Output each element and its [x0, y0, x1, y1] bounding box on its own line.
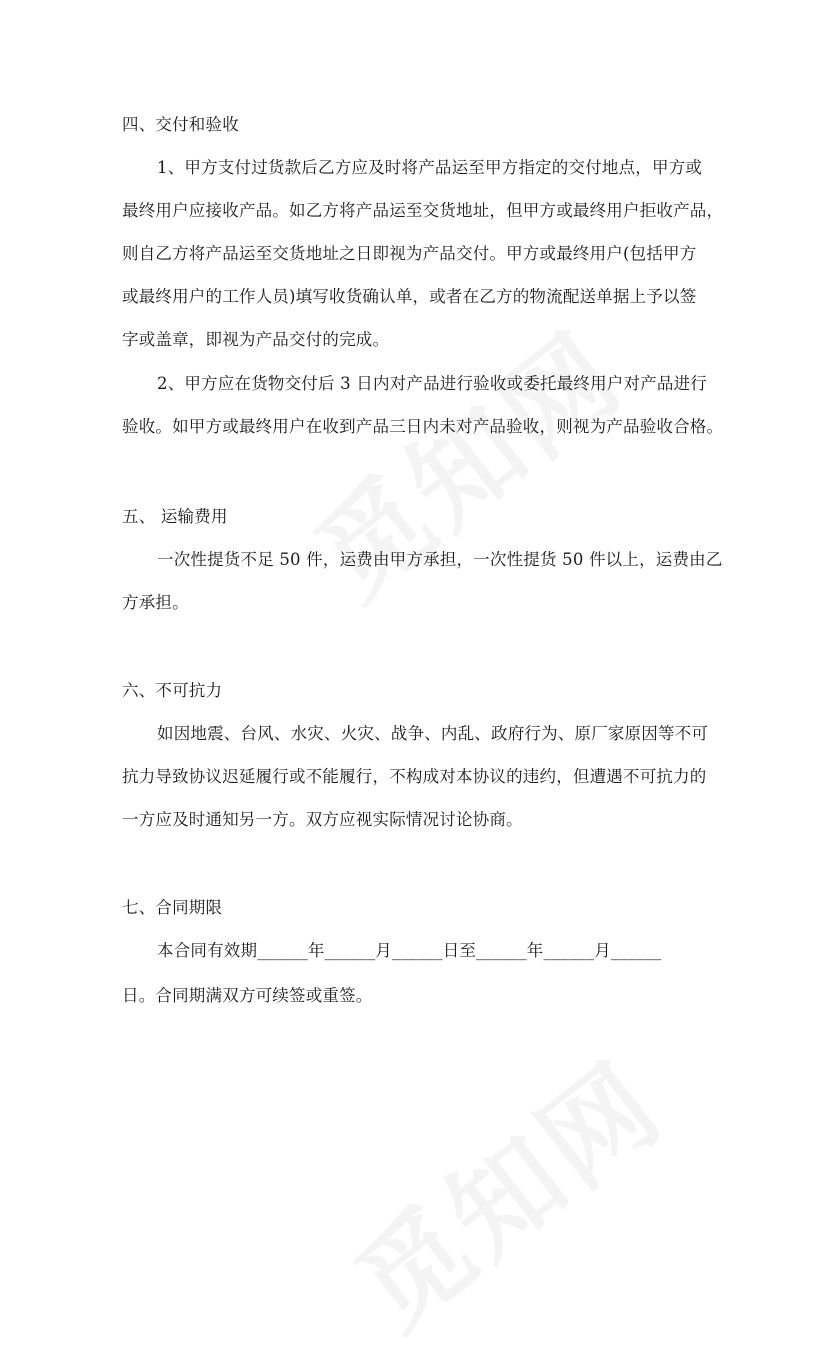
paragraph-line: 方承担。 [122, 593, 189, 612]
section-heading-delivery: 四、交付和验收 [122, 115, 239, 134]
watermark [318, 1020, 690, 1358]
paragraph-line: 一次性提货不足 50 件，运费由甲方承担，一次性提货 50 件以上，运费由乙 [157, 550, 723, 569]
paragraph-line: 本合同有效期______年______月______日至______年______月______ [157, 941, 662, 960]
section-heading-force-majeure: 六、不可抗力 [122, 681, 223, 700]
paragraph-line: 2、甲方应在货物交付后 3 日内对产品进行验收或委托最终用户对产品进行 [157, 374, 707, 393]
paragraph-line: 1、甲方支付过货款后乙方应及时将产品运至甲方指定的交付地点，甲方或 [157, 158, 703, 177]
section-heading-term: 七、合同期限 [122, 898, 223, 917]
paragraph-line: 验收。如甲方或最终用户在收到产品三日内未对产品验收，则视为产品验收合格。 [122, 417, 724, 436]
paragraph-line: 则自乙方将产品运至交货地址之日即视为产品交付。甲方或最终用户(包括甲方 [122, 244, 697, 263]
paragraph-line: 日。合同期满双方可续签或重签。 [122, 986, 373, 1005]
paragraph-line: 抗力导致协议迟延履行或不能履行，不构成对本协议的违约，但遭遇不可抗力的 [122, 767, 707, 786]
section-heading-shipping: 五、 运输费用 [122, 507, 228, 526]
paragraph-line: 最终用户应接收产品。如乙方将产品运至交货地址，但甲方或最终用户拒收产品， [122, 201, 724, 220]
paragraph-line: 如因地震、台风、水灾、火灾、战争、内乱、政府行为、原厂家原因等不可 [157, 724, 709, 743]
paragraph-line: 或最终用户的工作人员)填写收货确认单，或者在乙方的物流配送单据上予以签 [122, 287, 697, 306]
paragraph-line: 字或盖章，即视为产品交付的完成。 [122, 330, 390, 349]
paragraph-line: 一方应及时通知另一方。双方应视实际情况讨论协商。 [122, 810, 523, 829]
